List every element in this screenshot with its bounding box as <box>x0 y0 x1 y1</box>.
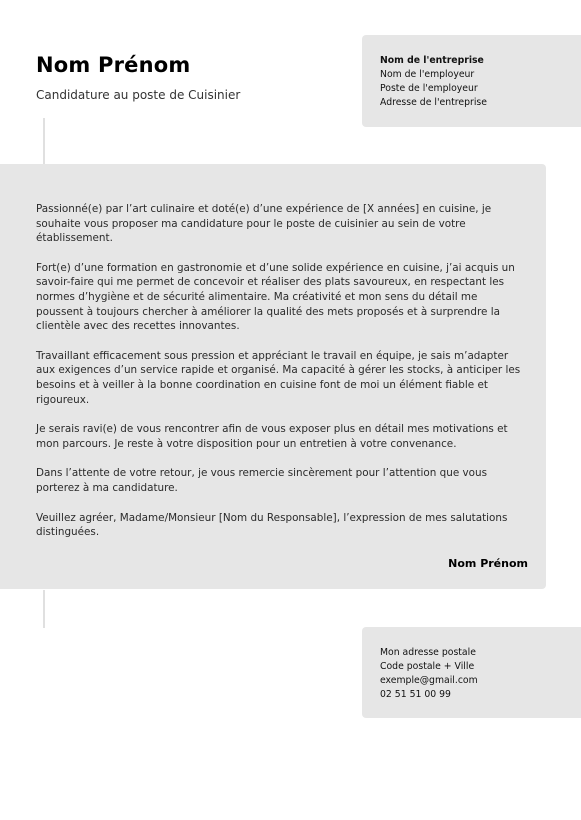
divider-line-top <box>43 118 45 164</box>
company-name: Nom de l'entreprise <box>380 55 484 66</box>
employer-name: Nom de l'employeur <box>380 69 475 80</box>
divider-line-bottom <box>43 590 45 628</box>
letter-paragraph: Je serais ravi(e) de vous rencontrer afin de vous exposer plus en détail mes motivations et mon parcours. Je reste à votre disposition pour un entretien à votre convenance. <box>36 423 508 450</box>
letter-paragraph: Dans l’attente de votre retour, je vous remercie sincèrement pour l’attention que vous porterez à ma candidature. <box>36 467 488 494</box>
letter-body <box>0 164 546 589</box>
sender-postal-city: Code postale + Ville <box>380 661 475 672</box>
applicant-name: Nom Prénom <box>36 53 191 77</box>
application-subtitle: Candidature au poste de Cuisinier <box>36 88 241 102</box>
letter-paragraph: Veuillez agréer, Madame/Monsieur [Nom du Responsable], l’expression de mes salutations distinguées. <box>36 511 508 539</box>
sender-email: exemple@gmail.com <box>380 675 478 686</box>
letter-paragraph: Fort(e) d’une formation en gastronomie et d’une solide expérience en cuisine, j’ai acquis un savoir-faire qui me permet de concevoir et réaliser des plats savoureux, en respectant les normes d’hygiène et de sécurité alimentaire. Ma créativité et mon sens du détail me poussent à toujours chercher à améliorer la qualité des mets proposés et à surprendre la clientèle avec des recettes innovantes. <box>36 261 515 333</box>
company-address: Adresse de l'entreprise <box>380 97 487 108</box>
employer-position: Poste de l'employeur <box>380 83 478 94</box>
sender-contact-block <box>362 627 581 718</box>
sender-address: Mon adresse postale <box>380 647 476 658</box>
signature: Nom Prénom <box>448 557 528 570</box>
letter-paragraph: Travaillant efficacement sous pression et appréciant le travail en équipe, je sais m’adapter aux exigences d’un service rapide et organisé. Ma capacité à gérer les stocks, à anticiper les besoins et à veiller à la bonne coordination en cuisine font de moi un élément fiable et rigoureux. <box>36 349 521 406</box>
sender-phone: 02 51 51 00 99 <box>380 689 451 700</box>
recipient-block <box>362 35 581 127</box>
letter-paragraph: Passionné(e) par l’art culinaire et doté(e) d’une expérience de [X années] en cuisine, je souhaite vous proposer ma candidature pour le poste de cuisinier au sein de votre établissement. <box>36 203 492 245</box>
